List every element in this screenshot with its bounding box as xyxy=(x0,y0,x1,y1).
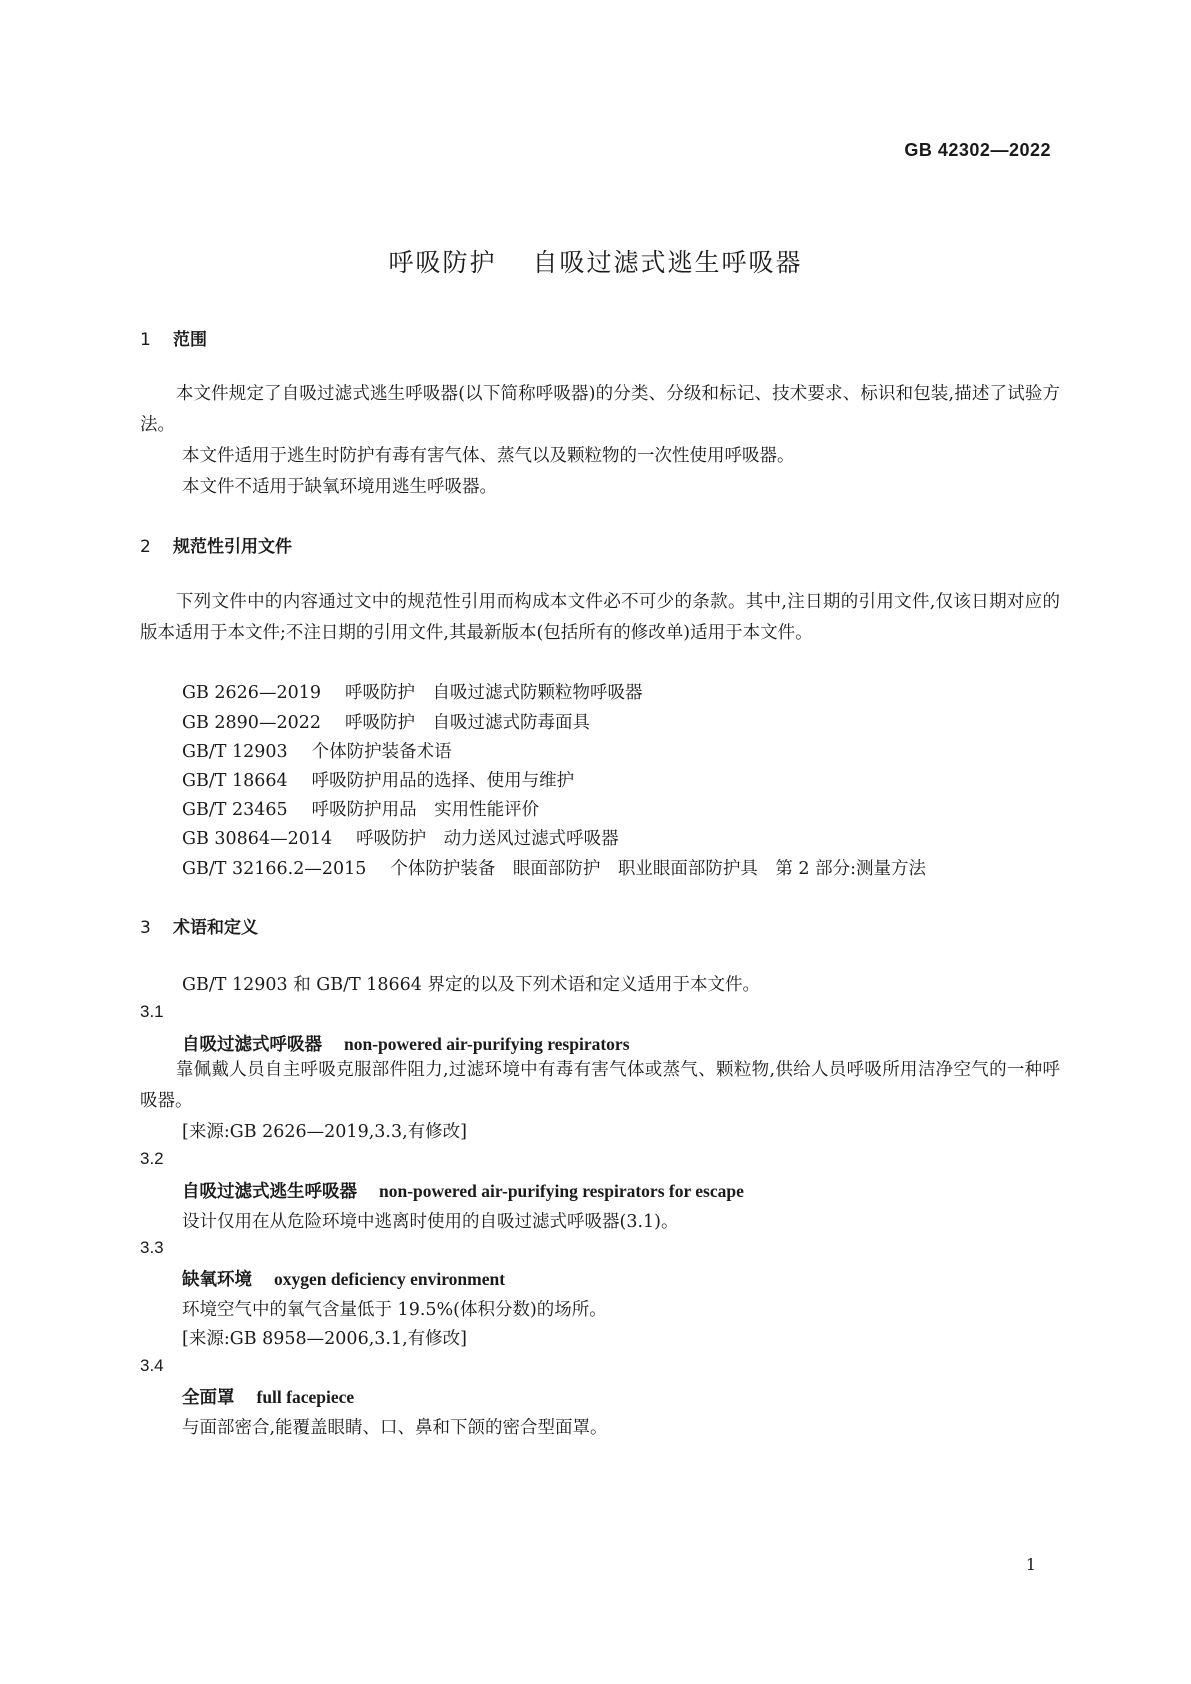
term-number: 3.4 xyxy=(140,1356,164,1375)
section-1-paragraph-2: 本文件适用于逃生时防护有毒有害气体、蒸气以及颗粒物的一次性使用呼吸器。 xyxy=(182,446,795,466)
reference-title: 呼吸防护 动力送风过滤式呼吸器 xyxy=(356,829,619,849)
reference-item xyxy=(182,855,926,880)
reference-title: 呼吸防护 自吸过滤式防颗粒物呼吸器 xyxy=(344,683,643,703)
document-title xyxy=(0,243,1191,279)
term-english: full facepiece xyxy=(256,1387,355,1407)
reference-item xyxy=(182,709,590,734)
reference-code: GB/T 18664 xyxy=(182,771,288,791)
term-chinese: 自吸过滤式呼吸器 xyxy=(182,1035,322,1055)
standard-code: GB 42302—2022 xyxy=(904,140,1051,160)
term-heading xyxy=(182,1266,505,1291)
reference-code: GB/T 12903 xyxy=(182,742,288,762)
term-english: non-powered air-purifying respirators xyxy=(344,1034,630,1054)
term-source: [来源:GB 2626—2019,3.3,有修改] xyxy=(182,1122,467,1142)
term-number: 3.1 xyxy=(140,1002,164,1021)
reference-item xyxy=(182,825,619,850)
section-title: 术语和定义 xyxy=(173,918,258,938)
term-chinese: 缺氧环境 xyxy=(182,1270,252,1290)
term-chinese: 自吸过滤式逃生呼吸器 xyxy=(182,1182,357,1202)
term-definition: 设计仅用在从危险环境中逃离时使用的自吸过滤式呼吸器(3.1)。 xyxy=(182,1212,679,1232)
section-1-heading xyxy=(140,325,207,350)
term-heading xyxy=(182,1178,744,1203)
reference-item xyxy=(182,738,452,763)
term-heading xyxy=(182,1031,630,1056)
reference-title: 个体防护装备 眼面部防护 职业眼面部防护具 第 2 部分:测量方法 xyxy=(390,859,927,879)
section-number: 3 xyxy=(140,918,151,938)
section-3-heading xyxy=(140,913,258,938)
term-definition: 靠佩戴人员自主呼吸克服部件阻力,过滤环境中有毒有害气体或蒸气、颗粒物,供给人员呼吸所用洁净空气的一种呼吸器。 xyxy=(140,1060,1060,1111)
reference-code: GB/T 32166.2—2015 xyxy=(182,859,367,879)
reference-code: GB 2626—2019 xyxy=(182,683,321,703)
title-part-1: 呼吸防护 xyxy=(388,248,497,277)
reference-title: 呼吸防护用品 实用性能评价 xyxy=(311,800,540,820)
page-number: 1 xyxy=(1025,1555,1036,1574)
reference-item xyxy=(182,679,642,704)
section-title: 范围 xyxy=(173,330,207,350)
section-number: 1 xyxy=(140,330,151,350)
reference-title: 呼吸防护 自吸过滤式防毒面具 xyxy=(344,713,590,733)
reference-item xyxy=(182,796,539,821)
term-english: oxygen deficiency environment xyxy=(274,1269,506,1289)
term-source: [来源:GB 8958—2006,3.1,有修改] xyxy=(182,1329,467,1349)
term-number: 3.3 xyxy=(140,1238,164,1257)
term-heading xyxy=(182,1384,354,1409)
reference-title: 呼吸防护用品的选择、使用与维护 xyxy=(311,771,575,791)
reference-title: 个体防护装备术语 xyxy=(311,742,452,762)
section-2-intro: 下列文件中的内容通过文中的规范性引用而构成本文件必不可少的条款。其中,注日期的引用文件,仅该日期对应的版本适用于本文件;不注日期的引用文件,其最新版本(包括所有的修改单)适用于本文件。 xyxy=(140,592,1060,643)
reference-code: GB 30864—2014 xyxy=(182,829,333,849)
reference-code: GB/T 23465 xyxy=(182,800,288,820)
term-number: 3.2 xyxy=(140,1149,164,1168)
term-chinese: 全面罩 xyxy=(182,1388,235,1408)
section-number: 2 xyxy=(140,537,151,557)
section-1-paragraph-1: 本文件规定了自吸过滤式逃生呼吸器(以下简称呼吸器)的分类、分级和标记、技术要求、标识和包装,描述了试验方法。 xyxy=(140,384,1060,435)
term-english: non-powered air-purifying respirators for escape xyxy=(379,1181,744,1201)
term-definition: 与面部密合,能覆盖眼睛、口、鼻和下颌的密合型面罩。 xyxy=(182,1418,608,1438)
title-part-2: 自吸过滤式逃生呼吸器 xyxy=(532,248,803,277)
reference-item xyxy=(182,767,574,792)
term-definition: 环境空气中的氧气含量低于 19.5%(体积分数)的场所。 xyxy=(182,1300,607,1320)
section-title: 规范性引用文件 xyxy=(173,537,292,557)
section-2-heading xyxy=(140,532,292,557)
section-3-intro: GB/T 12903 和 GB/T 18664 界定的以及下列术语和定义适用于本文件。 xyxy=(182,975,760,995)
section-1-paragraph-3: 本文件不适用于缺氧环境用逃生呼吸器。 xyxy=(182,477,497,497)
reference-code: GB 2890—2022 xyxy=(182,713,321,733)
